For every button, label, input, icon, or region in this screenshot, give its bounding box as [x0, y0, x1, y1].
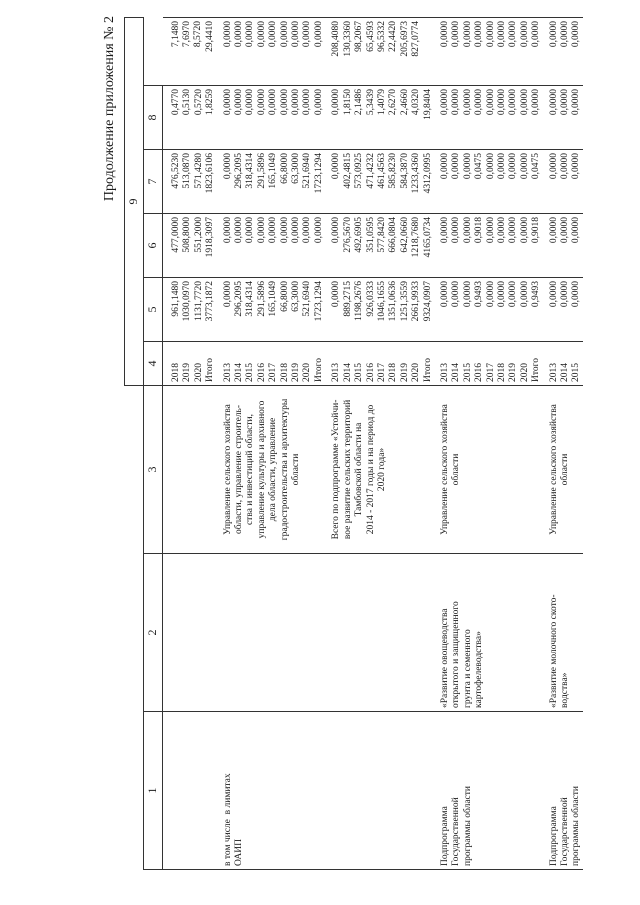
value-cell: 0,0000 0,0000 0,0000	[543, 86, 583, 150]
col-num-3: 3	[144, 386, 163, 554]
year-cell: 2013 2014 2015 2016 2017 2018 2019 2020 Итого	[434, 342, 543, 386]
value-cell: 0,4770 0,5130 0,5720 1,8259	[163, 86, 217, 150]
value-cell: 476,5230 513,0870 571,4280 1823,6106	[163, 150, 217, 214]
value-cell: 7,1480 7,6970 8,5720 29,4410	[163, 18, 217, 86]
program-name-cell	[163, 712, 217, 870]
value-cell: 0,0000 0,0000 0,0000 0,0000 0,0000 0,0000 0,0000 0,0000 0,0000	[434, 18, 543, 86]
col-num-7: 7	[144, 150, 163, 214]
merged-col-label: 9	[125, 18, 144, 386]
value-cell: 0,0000 0,0000 0,0000 0,0000 0,0000 0,0000 0,0000 0,0000 0,0000	[217, 18, 326, 86]
subprogram-cell	[163, 554, 217, 712]
program-name-cell: Подпрограмма Государственной программы области	[543, 712, 583, 870]
program-name-cell	[325, 712, 434, 870]
value-cell: 0,0000 402,4815 573,0925 471,4232 461,4563 585,8230 584,3870 1233,4360 4312,0995	[325, 150, 434, 214]
value-cell: 0,0000 0,0000 0,0000	[543, 18, 583, 86]
value-cell: 208,4080 130,3360 98,2067 65,4593 96,5332 22,4420 205,6973 827,0774	[325, 18, 434, 86]
value-cell: 961,1480 1030,0970 1131,7720 3773,1872	[163, 278, 217, 342]
year-cell: 2013 2014 2015 2016 2017 2018 2019 2020 Итого	[325, 342, 434, 386]
value-cell: 0,0000 0,0000 0,0000 0,0000 0,0000 0,0000 0,0000 0,0000 0,0000	[217, 86, 326, 150]
col-num-2: 2	[144, 554, 163, 712]
col-num-5: 5	[144, 278, 163, 342]
executor-cell: Управление сельского хозяйства области	[543, 386, 583, 554]
value-cell: 0,0000 889,2715 1198,2676 926,0333 1046,1655 1351,0636 1251,3559 2661,9933 9324,0907	[325, 278, 434, 342]
value-cell: 0,0000 296,2095 318,4314 291,5896 165,1049 66,8000 63,3000 521,6940 1723,1294	[217, 150, 326, 214]
column-number-row	[144, 18, 163, 870]
table-row-group	[217, 18, 326, 870]
col-num-1: 1	[144, 712, 163, 870]
subprogram-cell: «Развитие овощеводства открытого и защищенного грунта и семенного картофелеводства»	[434, 554, 543, 712]
value-cell: 0,0000 0,0000 0,0000	[543, 150, 583, 214]
value-cell: 0,0000 1,8150 2,1486 5,3439 1,4079 2,6270 2,4660 4,0320 19,8404	[325, 86, 434, 150]
year-cell: 2013 2014 2015	[543, 342, 583, 386]
table-row-group	[325, 18, 434, 870]
subprogram-cell	[325, 554, 434, 712]
value-cell: 0,0000 296,2095 318,4314 291,5896 165,1049 66,8000 63,3000 521,6940 1723,1294	[217, 278, 326, 342]
executor-cell: Управление сельского хозяйства области, управление строитель- ства и инвестиций области, управление культуры и архивного дела области, управление градостроительства и архитектуры области	[217, 386, 326, 554]
appendix-title: Продолжение приложения № 2	[102, 16, 117, 202]
budget-table	[124, 17, 583, 870]
value-cell: 0,0000 0,0000 0,0000 0,0000 0,0000 0,0000 0,0000 0,0000 0,0000	[434, 86, 543, 150]
executor-cell	[163, 386, 217, 554]
table-row-group	[163, 18, 217, 870]
value-cell: 477,0000 508,8000 551,2000 1918,3097	[163, 214, 217, 278]
table-row-group	[543, 18, 583, 870]
col-num-4: 4	[144, 342, 163, 386]
col-num-6: 6	[144, 214, 163, 278]
year-cell: 2018 2019 2020 Итого	[163, 342, 217, 386]
program-name-cell: Подпрограмма Государственной программы области	[434, 712, 543, 870]
value-cell: 0,0000 0,0000 0,0000 0,9018 0,0000 0,0000 0,0000 0,0000 0,9018	[434, 214, 543, 278]
value-cell: 0,0000 0,0000 0,0000 0,0000 0,0000 0,0000 0,0000 0,0000 0,0000	[217, 214, 326, 278]
document-page	[100, 10, 640, 870]
subprogram-cell	[217, 554, 326, 712]
executor-cell: Управление сельского хозяйства области	[434, 386, 543, 554]
executor-cell: Всего по подпрограмме «Устойчи- вое развитие сельских территорий Тамбовской области на 2014 - 2017 годы и на период до 2020 года»	[325, 386, 434, 554]
merged-header-row	[125, 18, 144, 870]
subprogram-cell: «Развитие молочного ското- водства»	[543, 554, 583, 712]
value-cell: 0,0000 276,5670 492,6905 351,0595 577,8420 666,0804 642,0660 1218,7680 4165,0734	[325, 214, 434, 278]
value-cell: 0,0000 0,0000 0,0000	[543, 214, 583, 278]
year-cell: 2013 2014 2015 2016 2017 2018 2019 2020 Итого	[217, 342, 326, 386]
program-name-cell: в том числе в лимитах ОАИП	[217, 712, 326, 870]
col-num-8: 8	[144, 86, 163, 150]
table-row-group	[434, 18, 543, 870]
value-cell: 0,0000 0,0000 0,0000	[543, 278, 583, 342]
value-cell: 0,0000 0,0000 0,0000 0,0475 0,0000 0,0000 0,0000 0,0000 0,0475	[434, 150, 543, 214]
value-cell: 0,0000 0,0000 0,0000 0,9493 0,0000 0,0000 0,0000 0,0000 0,9493	[434, 278, 543, 342]
